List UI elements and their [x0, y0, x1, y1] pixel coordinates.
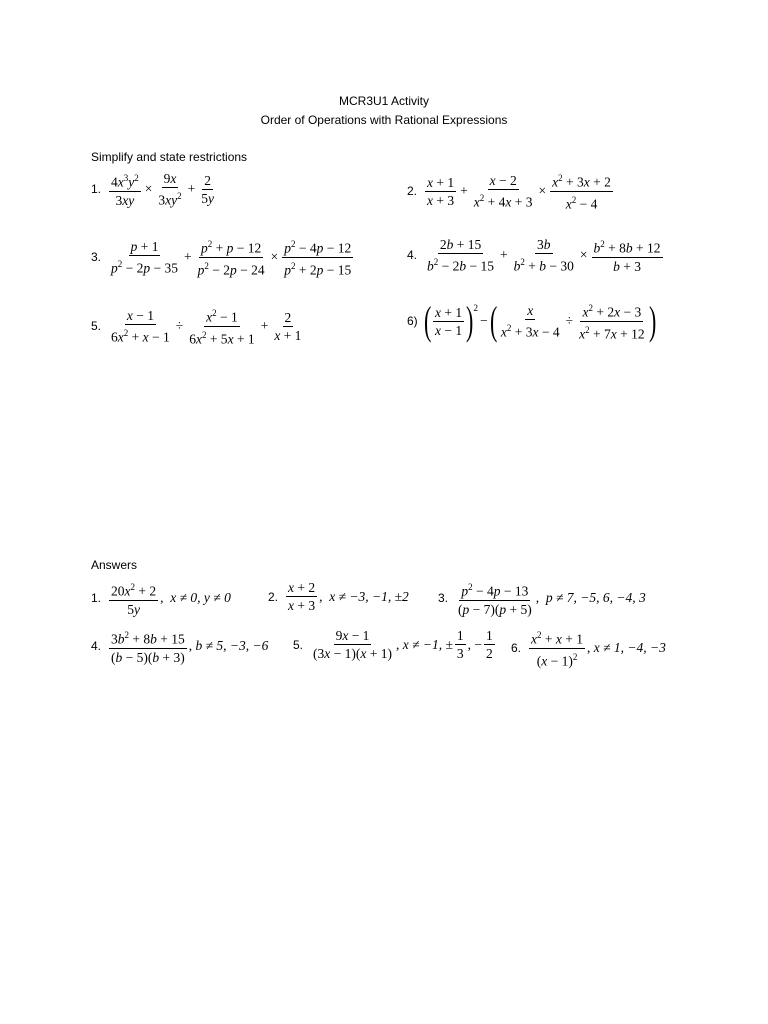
answer-5-label: 5. — [293, 637, 304, 652]
answer-2-restriction: x ≠ −3, −1, ±2 — [329, 588, 409, 604]
problem-5: 5. $\frac{x - 1}{6x^2 + x - 1}$ ÷ $\frac{x^2 - 1}{6x^2 + 5x + 1}$ + $\frac{2}{x + 1}$ — [91, 307, 302, 346]
problem-1-label: 1. — [91, 182, 102, 197]
answer-3-restriction: p ≠ 7, −5, 6, −4, 3 — [545, 590, 646, 606]
answer-4-restriction: b ≠ 5, −3, −6 — [195, 638, 269, 654]
answer-3: 3. $\frac{p^2 - 4p - 13}{(p - 7)(p + 5)}$ , p ≠ 7, −5, 6, −4, 3 — [438, 582, 646, 617]
answer-1: 1. $\frac{20x^2 + 2}{5y}$ , x ≠ 0, y ≠ 0 — [91, 582, 231, 617]
answer-4-label: 4. — [91, 639, 102, 654]
answer-5-restriction: x ≠ −1, ± — [402, 636, 453, 652]
page-subtitle: Order of Operations with Rational Expressions — [260, 113, 508, 127]
problem-1: 1. $\frac{4x^3y^2}{3xy}$ × $\frac{9x}{3xy^2}$ + $\frac{2}{5y}$ — [91, 171, 214, 208]
answer-6-label: 6. — [511, 641, 522, 655]
instructions: Simplify and state restrictions — [91, 150, 248, 164]
answer-4: 4. $\frac{3b^2 + 8b + 15}{(b - 5)(b + 3)}$ , b ≠ 5, −3, −6 — [91, 630, 269, 665]
answers-heading: Answers — [91, 558, 138, 572]
answer-6-restriction: x ≠ 1, −4, −3 — [593, 640, 666, 655]
answer-3-label: 3. — [438, 591, 449, 606]
problem-4-label: 4. — [407, 248, 418, 263]
problem-6: 6) ( $\frac{x + 1}{x - 1}$ ) 2 − ( $\frac{x}{x^2 + 3x - 4}$ ÷ $\frac{x^2 + 2x - 3}{x^2 + 7x + 12}$ ) — [407, 298, 656, 343]
problem-3: 3. $\frac{p + 1}{p^2 - 2p - 35}$ + $\frac{p^2 + p - 12}{p^2 - 2p - 24}$ × $\frac{p^2 - 4p - 12}{p^2 + 2p - 15}$ — [91, 238, 352, 277]
problem-2-label: 2. — [407, 184, 418, 198]
problem-5-label: 5. — [91, 319, 102, 333]
problem-6-label: 6) — [407, 314, 418, 328]
problem-2: 2. $\frac{x + 1}{x + 3}$ + $\frac{x - 2}{x^2 + 4x + 3}$ × $\frac{x^2 + 3x + 2}{x^2 - 4}$ — [407, 172, 611, 211]
problem-3-label: 3. — [91, 250, 102, 264]
page-title: MCR3U1 Activity — [338, 94, 430, 108]
answer-2: 2. $\frac{x + 2}{x + 3}$ , x ≠ −3, −1, ±2 — [268, 580, 409, 613]
problem-4: 4. $\frac{2b + 15}{b^2 - 2b - 15}$ + $\frac{3b}{b^2 + b - 30}$ × $\frac{b^2 + 8b + 12}{b + 3}$ — [407, 237, 661, 274]
answer-1-label: 1. — [91, 591, 102, 606]
answer-1-restriction: x ≠ 0, y ≠ 0 — [170, 590, 231, 606]
answer-6: 6. $\frac{x^2 + x + 1}{(x - 1)^2}$ , x ≠ 1, −4, −3 — [511, 630, 666, 668]
answer-5: 5. $\frac{9x - 1}{(3x - 1)(x + 1)}$ , x ≠ −1, ± $\frac{1}{3}$ , − $\frac{1}{2}$ — [293, 628, 493, 661]
answer-2-label: 2. — [268, 589, 279, 604]
